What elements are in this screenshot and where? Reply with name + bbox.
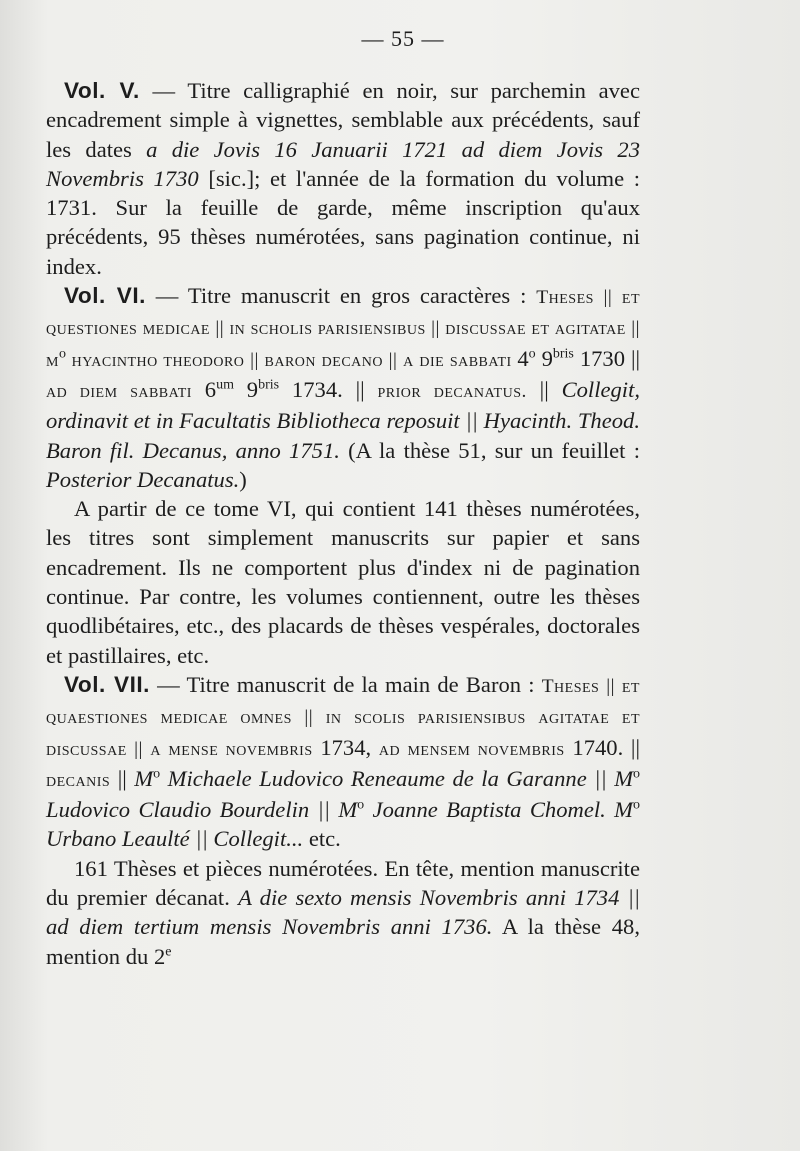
volume-label: Vol. V.: [64, 78, 140, 103]
small-caps-run: Theses || et quaestiones medicae omnes || in scolis parisiensibus agitatae et discussae || a mense novembris: [46, 675, 640, 760]
small-caps-run: prior decanatus.: [377, 380, 527, 402]
text-run: (A la thèse 51, sur un feuillet :: [339, 437, 640, 463]
italic-run: Urbano Leaulté || Collegit...: [46, 826, 304, 852]
page-number: — 55 —: [361, 26, 445, 51]
text-run: — Titre manuscrit en gros caractères :: [145, 283, 537, 309]
text-run: ||: [526, 376, 562, 402]
italic-run: Joanne Baptista Chomel. M: [364, 797, 633, 823]
paragraph-vol-5: [46, 76, 640, 281]
text-run: 6: [191, 376, 217, 402]
text-run: 1734. ||: [279, 376, 378, 402]
paragraph-tome-note: A partir de ce tome VI, qui contient 141 thèses numérotées, les titres sont simplement manuscrits sur papier et sans encadrement. Ils ne comportent plus d'index ni de pagination continue. Par contre, les volumes contiennent, outre les thèses quodlibétaires, etc., des placards de thèses vespérales, doctorales et pastillaires, etc.: [46, 496, 640, 668]
volume-label: Vol. VII.: [64, 671, 150, 697]
text-run: A la thèse 48, mention du 2: [46, 914, 641, 969]
small-caps-run: ad mensem novembris: [378, 738, 565, 760]
text-run: 9: [233, 376, 259, 402]
italic-run: Posterior Decanatus.: [46, 466, 240, 492]
superscript: o: [528, 346, 536, 362]
text-run: 4: [517, 345, 529, 371]
text-run: ||: [110, 765, 135, 791]
text-run: etc.: [303, 826, 341, 852]
text-run: 161 Thèses et pièces numérotées. En tête, mention manuscrite du premier décanat.: [46, 855, 640, 911]
small-caps-run: Theses || et questiones medicae || in scholis parisiensibus || discussae et agitatae || m: [46, 287, 640, 371]
superscript: um: [216, 377, 234, 393]
text-run: 1730 ||: [573, 345, 641, 371]
text-run: 1734,: [312, 734, 379, 760]
text-run: — Titre manuscrit de la main de Baron :: [149, 671, 542, 697]
superscript: bris: [552, 346, 574, 362]
italic-run: a die Jovis 16 Januarii 1721 ad diem Jovis 23 Novembris 1730: [46, 136, 640, 191]
italic-run: M: [134, 765, 154, 791]
small-caps-run: hyacintho theodoro || baron decano || a die sabbati: [65, 349, 518, 371]
superscript: o: [357, 797, 365, 813]
text-run: 9: [535, 345, 553, 371]
superscript: o: [153, 766, 161, 782]
paragraph-theses-count: [46, 854, 640, 971]
small-caps-run: decanis: [46, 769, 111, 791]
italic-run: A die sexto mensis Novembris anni 1734 || ad diem tertium mensis Novembris anni 1736.: [46, 885, 640, 940]
paragraph-vol-7: [46, 670, 640, 854]
superscript: e: [165, 944, 172, 960]
superscript: o: [633, 797, 640, 813]
page-body: [46, 76, 640, 971]
text-run: 1740. ||: [564, 734, 640, 760]
text-run: ): [239, 466, 247, 492]
italic-run: Ludovico Claudio Bourdelin || M: [46, 797, 358, 823]
italic-run: Michaele Ludovico Reneaume de la Garanne || M: [160, 765, 634, 791]
italic-run: Collegit, ordinavit et in Facultatis Bibliotheca reposuit || Hyacinth. Theod. Baron fil. Decanus, anno 1751.: [46, 376, 641, 463]
volume-label: Vol. VI.: [64, 283, 146, 309]
superscript: o: [58, 346, 66, 362]
text-run: — Titre calligraphié en noir, sur parchemin avec encadrement simple à vignettes, semblable aux précédents, sauf les dates: [46, 78, 640, 162]
superscript: bris: [258, 377, 280, 393]
small-caps-run: ad diem sabbati: [46, 380, 192, 402]
superscript: o: [633, 766, 641, 782]
text-run: [sic.]; et l'année de la formation du volume : 1731. Sur la feuille de garde, même inscription qu'aux précédents, 95 thèses numérotées, sans pagination continue, ni index.: [46, 165, 640, 279]
paragraph-vol-6: [46, 281, 640, 494]
